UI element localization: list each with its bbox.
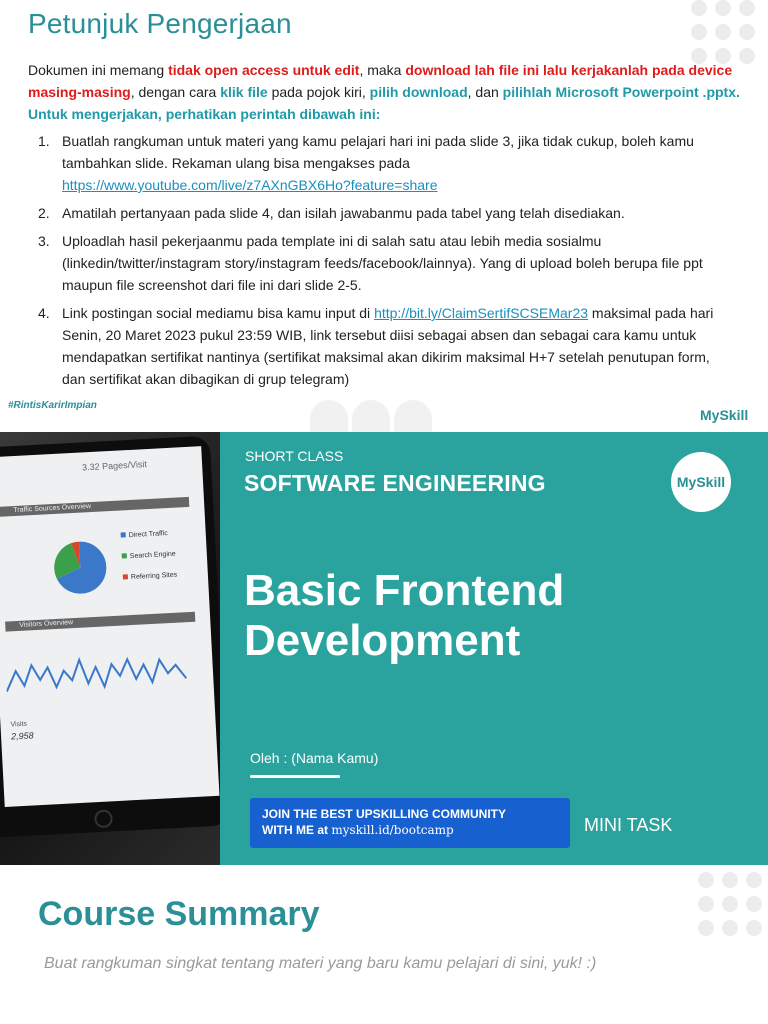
instruction-step-3 bbox=[28, 230, 728, 296]
title-line-1: Basic Frontend bbox=[244, 566, 565, 615]
legend-referring bbox=[123, 570, 178, 584]
line-chart-icon bbox=[5, 642, 198, 712]
banner-text: WITH ME at bbox=[262, 823, 332, 837]
step-text: Amatilah pertanyaan pada slide 4, dan isilah jawabanmu pada tabel yang telah disediakan. bbox=[62, 205, 625, 221]
decorative-dots-top bbox=[691, 0, 755, 64]
legend-direct bbox=[120, 528, 175, 542]
intro-text: Dokumen ini memang bbox=[28, 62, 169, 78]
banner-line-1: JOIN THE BEST UPSKILLING COMMUNITY bbox=[262, 807, 507, 821]
step-number: 2. bbox=[38, 205, 50, 221]
mini-task-label: MINI TASK bbox=[584, 815, 673, 835]
bootcamp-url: myskill.id/bootcamp bbox=[331, 823, 454, 837]
instruction-step-1 bbox=[28, 130, 728, 196]
title-slide bbox=[0, 432, 768, 865]
step-number: 3. bbox=[38, 233, 50, 249]
panel-label-visitors: Visitors Overview bbox=[19, 619, 74, 629]
short-class-label: SHORT CLASS bbox=[245, 448, 344, 464]
intro-highlight-access: tidak open access untuk edit bbox=[168, 62, 360, 78]
banner-line-2 bbox=[262, 822, 558, 838]
legend-search bbox=[122, 549, 177, 563]
step-text: Link postingan social mediamu bisa kamu input di bbox=[62, 305, 375, 321]
author-label: Oleh : (Nama Kamu) bbox=[250, 750, 379, 766]
intro-text: , dan bbox=[467, 84, 503, 100]
step-text: Buatlah rangkuman untuk materi yang kamu pelajari hari ini pada slide 3, jika tidak cukup, boleh kamu tambahkan slide. Rekaman ulang bisa mengakses pada bbox=[62, 133, 694, 171]
tablet-device bbox=[0, 436, 220, 839]
course-summary-placeholder[interactable]: Buat rangkuman singkat tentang materi yang baru kamu pelajari di sini, yuk! :) bbox=[44, 955, 597, 972]
myskill-logo: MySkill bbox=[671, 452, 731, 512]
panel-label-traffic: Traffic Sources Overview bbox=[13, 503, 92, 515]
legend-label: Referring Sites bbox=[130, 571, 178, 582]
instruction-steps bbox=[28, 130, 728, 396]
myskill-logo-small: MySkill bbox=[700, 407, 749, 423]
intro-highlight-pilih-download: pilih download bbox=[369, 84, 468, 100]
decorative-dots-bottom bbox=[698, 872, 762, 936]
legend-label: Search Engine bbox=[129, 550, 176, 561]
claim-certificate-link[interactable]: http://bit.ly/ClaimSertifSCSEMar23 bbox=[374, 305, 589, 321]
author-underline bbox=[250, 775, 340, 778]
screen-header: 3.32 Pages/Visit bbox=[81, 459, 148, 473]
tablet-analytics-photo bbox=[0, 432, 220, 865]
pie-chart-icon bbox=[49, 536, 112, 599]
course-summary-title: Course Summary bbox=[38, 895, 320, 933]
step-text: Uploadlah hasil pekerjaanmu pada template ini di salah satu atau lebih media sosialmu (linkedin/twitter/instagram story/instagram feeds/facebook/lainnya). Yang di upload boleh berupa file ppt maupun file screenshot dari file ini dari slide 2-5. bbox=[62, 233, 703, 293]
intro-text: , dengan cara bbox=[130, 84, 221, 100]
hashtag-logo: #RintisKarirImpian bbox=[8, 400, 97, 411]
intro-highlight-file: klik file bbox=[220, 84, 268, 100]
instructions-intro bbox=[28, 59, 742, 125]
instruction-step-2 bbox=[28, 202, 728, 224]
intro-text: , maka bbox=[359, 62, 406, 78]
title-line-2: Development bbox=[244, 616, 521, 665]
intro-highlight-instructions: Untuk mengerjakan, perhatikan perintah dibawah ini: bbox=[28, 106, 381, 122]
intro-highlight-download: download lah file ini lalu kerjakanlah pada device masing-masing bbox=[28, 62, 733, 100]
intro-highlight-pptx: pilihlah Microsoft Powerpoint .pptx. bbox=[502, 84, 740, 100]
step-text: maksimal pada hari Senin, 20 Maret 2023 pukul 23:59 WIB, link tersebut diisi sebagai absen dan sebagai cara kamu untuk mendapatkan sertifikat nantinya (sertifikat maksimal akan dikirim maksimal H+7 setelah penutupan form, dan sertifikat akan dibagikan di grup telegram) bbox=[62, 305, 714, 387]
visits-value: 2,958 bbox=[10, 730, 34, 742]
instructions-title: Petunjuk Pengerjaan bbox=[28, 8, 292, 39]
tablet-screen bbox=[0, 446, 219, 807]
decorative-tabs bbox=[310, 400, 432, 434]
legend-label: Direct Traffic bbox=[128, 530, 169, 540]
instructions-slide bbox=[0, 0, 768, 432]
recording-link[interactable]: https://www.youtube.com/live/z7AXnGBX6Ho?feature=share bbox=[62, 177, 438, 193]
screen-panel-bar bbox=[5, 612, 195, 632]
community-banner bbox=[250, 798, 570, 848]
course-summary-slide bbox=[0, 865, 768, 1024]
course-name: SOFTWARE ENGINEERING bbox=[244, 470, 546, 496]
tablet-home-button bbox=[94, 809, 113, 828]
presentation-title bbox=[244, 566, 664, 666]
screen-panel-bar bbox=[0, 497, 189, 517]
visits-label: Visits bbox=[10, 720, 28, 729]
intro-text: pada pojok kiri, bbox=[267, 84, 370, 100]
screen-legend bbox=[120, 528, 177, 584]
instruction-step-4 bbox=[28, 302, 728, 390]
step-number: 4. bbox=[38, 305, 50, 321]
step-number: 1. bbox=[38, 133, 50, 149]
